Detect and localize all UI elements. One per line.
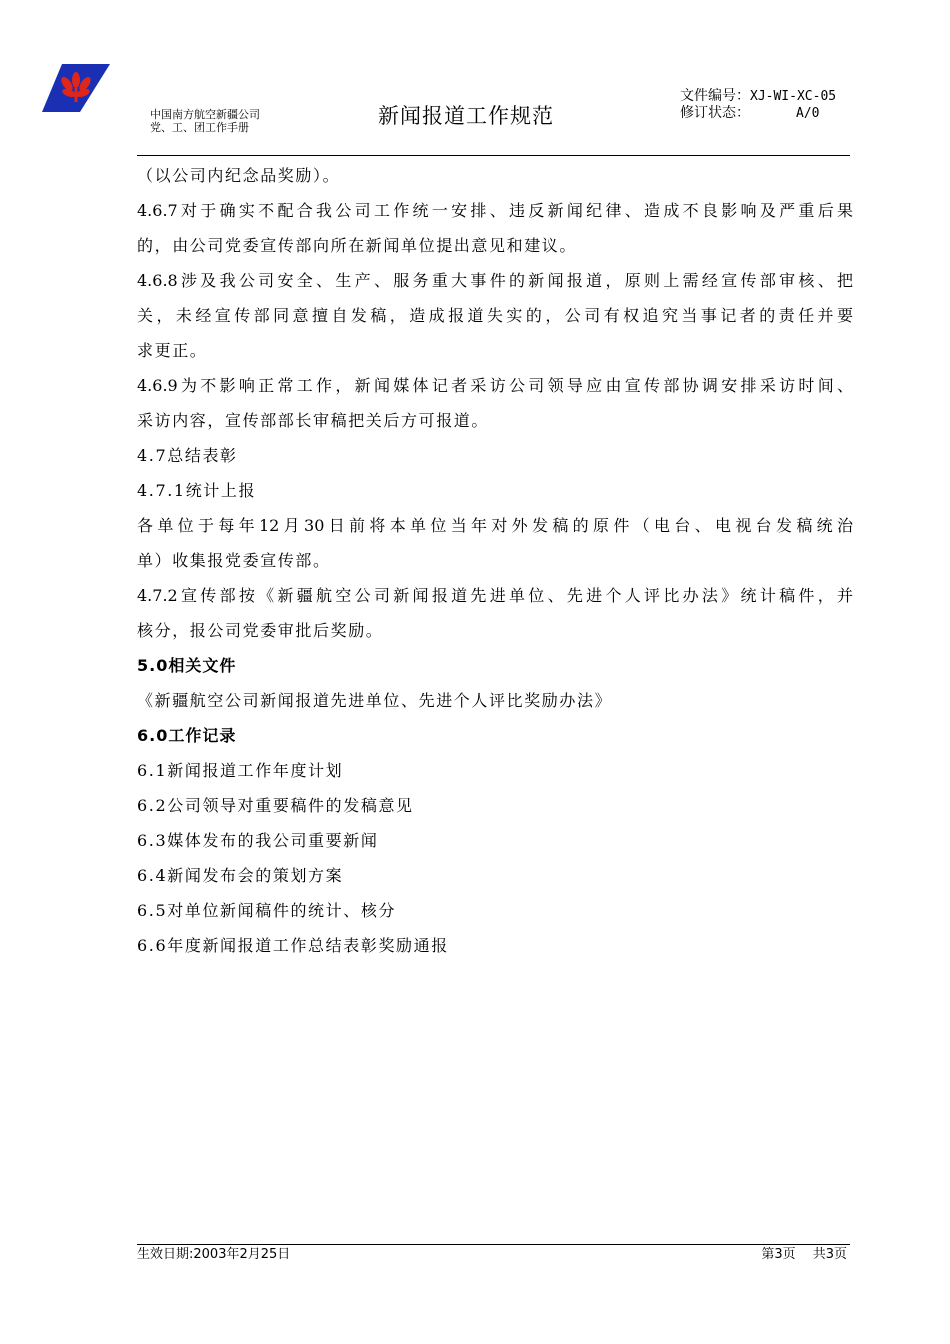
record-item: 6.5对单位新闻稿件的统计、核分 xyxy=(137,901,397,920)
document-meta xyxy=(680,88,836,122)
body-line: 采访内容，宣传部部长审稿把关后方可报道。 xyxy=(137,411,490,430)
revision-row xyxy=(680,105,836,122)
record-item: 6.2公司领导对重要稿件的发稿意见 xyxy=(137,796,414,815)
org-line-2: 党、工、团工作手册 xyxy=(150,121,249,134)
body-line: 关，未经宣传部同意擅自发稿，造成报道失实的，公司有权追究当事记者的责任并要 xyxy=(137,306,853,325)
revision-value: A/0 xyxy=(796,106,820,121)
body-line: 的，由公司党委宣传部向所在新闻单位提出意见和建议。 xyxy=(137,236,578,255)
body-line: 4.6.9为不影响正常工作，新闻媒体记者采访公司领导应由宣传部协调安排采访时间、 xyxy=(137,376,853,395)
body-line: 《新疆航空公司新闻报道先进单位、先进个人评比奖励办法》 xyxy=(137,691,613,710)
document-title: 新闻报道工作规范 xyxy=(378,104,554,128)
revision-label: 修订状态： xyxy=(680,105,750,121)
body-line: 核分，报公司党委审批后奖励。 xyxy=(137,621,384,640)
org-line-1: 中国南方航空新疆公司 xyxy=(150,108,260,121)
body-line: （以公司内纪念品奖励）。 xyxy=(137,166,341,185)
footer-rule xyxy=(137,1244,850,1245)
body-line: 各单位于每年12月30日前将本单位当年对外发稿的原件（电台、电视台发稿统治 xyxy=(137,516,853,535)
section-heading-6-0: 6.0工作记录 xyxy=(137,726,237,745)
body-line: 单）收集报党委宣传部。 xyxy=(137,551,331,570)
doc-number-value: XJ-WI-XC-05 xyxy=(750,89,837,104)
company-logo xyxy=(40,62,112,114)
org-name xyxy=(150,108,260,134)
record-item: 6.3媒体发布的我公司重要新闻 xyxy=(137,831,379,850)
header-rule xyxy=(137,155,850,156)
doc-number-label: 文件编号： xyxy=(680,88,750,104)
section-heading-4-7: 4.7总结表彰 xyxy=(137,446,238,465)
record-item: 6.1新闻报道工作年度计划 xyxy=(137,761,344,780)
body-line: 4.7.1统计上报 xyxy=(137,481,257,500)
section-heading-5-0: 5.0相关文件 xyxy=(137,656,237,675)
body-line: 4.6.7对于确实不配合我公司工作统一安排、违反新闻纪律、造成不良影响及严重后果 xyxy=(137,201,853,220)
body-line: 求更正。 xyxy=(137,341,208,360)
body-line: 4.6.8涉及我公司安全、生产、服务重大事件的新闻报道，原则上需经宣传部审核、把 xyxy=(137,271,853,290)
page-number: 第3页 共3页 xyxy=(761,1247,847,1262)
effective-date: 生效日期:2003年2月25日 xyxy=(137,1247,291,1262)
doc-number-row xyxy=(680,88,836,105)
record-item: 6.6年度新闻报道工作总结表彰奖励通报 xyxy=(137,936,449,955)
body-line: 4.7.2宣传部按《新疆航空公司新闻报道先进单位、先进个人评比办法》统计稿件，并 xyxy=(137,586,853,605)
record-item: 6.4新闻发布会的策划方案 xyxy=(137,866,344,885)
document-body xyxy=(137,158,853,963)
